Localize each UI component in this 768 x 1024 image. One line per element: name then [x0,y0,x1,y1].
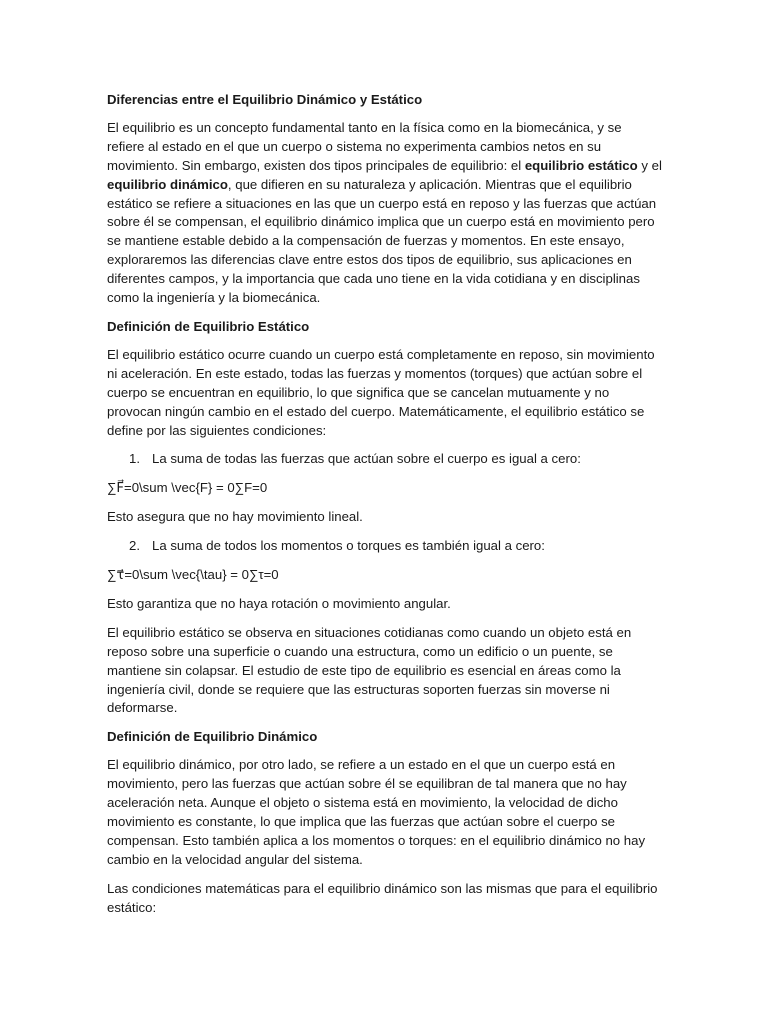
list-number-1: 1. [129,451,140,467]
intro-text-3: , que difieren en su naturaleza y aplicación. Mientras que el equilibrio estático se refiere a situaciones en las que un cuerpo está en reposo y las fuerzas que actúan sobre él se compensan, el equilibrio dinámico implica que un cuerpo está en movimiento pero se mantiene estable debido a la compensación de fuerzas y momentos. En este ensayo, exploraremos las diferencias clave entre estos dos tipos de equilibrio, sus aplicaciones en diferentes campos, y la importancia que cada uno tiene en la vida cotidiana y en disciplinas como la ingeniería y la biomecánica. [107,176,657,306]
static-heading: Definición de Equilibrio Estático [107,318,310,334]
static-paragraph-1: El equilibrio estático ocurre cuando un cuerpo está completamente en reposo, sin movimiento ni aceleración. En este estado, todas las fuerzas y momentos (torques) que actúan sobre el cuerpo se encuentran en equilibrio, lo que significa que se cancelan mutuamente y no provocan ningún cambio en el estado del cuerpo. Matemáticamente, el equilibrio estático se define por las siguientes condiciones: [107,346,655,438]
document-title: Diferencias entre el Equilibrio Dinámico y Estático [107,92,423,107]
intro-bold-static: equilibrio estático [524,157,638,173]
list-text-1: La suma de todas las fuerzas que actúan sobre el cuerpo es igual a cero: [152,451,581,467]
intro-bold-dynamic: equilibrio dinámico [107,176,228,192]
dynamic-paragraph-1: El equilibrio dinámico, por otro lado, se refiere a un estado en el que un cuerpo está en movimiento, pero las fuerzas que actúan sobre él se equilibran de tal manera que no hay aceleración neta. Aunque el objeto o sistema está en movimiento, la velocidad de dicho movimiento es constante, lo que implica que las fuerzas que actúan sobre el cuerpo se compensan. Esto también aplica a los momentos o torques: en el equilibrio dinámico no hay cambio en la velocidad angular del sistema. [107,757,646,867]
list-item-1 [107,450,662,469]
static-paragraph-2: El equilibrio estático se observa en situaciones cotidianas como cuando un objeto está en reposo sobre una superficie o cuando una estructura, como un edificio o un puente, se mantiene sin colapsar. El estudio de este tipo de equilibrio es esencial en áreas como la ingeniería civil, donde se requiere que las estructuras soporten fuerzas sin moverse ni deformarse. [107,624,632,716]
dynamic-heading: Definición de Equilibrio Dinámico [107,729,318,745]
intro-text-1: El equilibrio es un concepto fundamental tanto en la física como en la biomecánica, y se refiere al estado en el que un cuerpo o sistema no experimenta cambios netos en su movimiento. Sin embargo, existen dos tipos principales de equilibrio: el [107,119,622,173]
static-note-2: Esto garantiza que no haya rotación o movimiento angular. [107,595,451,611]
formula-torques: ∑τ⃗=0\sum \vec{\tau} = 0∑τ=0 [107,567,279,583]
list-item-2 [107,537,662,556]
dynamic-paragraph-2: Las condiciones matemáticas para el equilibrio dinámico son las mismas que para el equilibrio estático: [107,880,658,915]
intro-paragraph [107,119,662,308]
static-note-1: Esto asegura que no hay movimiento lineal. [107,509,363,525]
list-number-2: 2. [129,538,140,554]
formula-forces: ∑F⃗=0\sum \vec{F} = 0∑F=0 [107,480,268,496]
intro-text-2: y el [637,157,662,173]
list-text-2: La suma de todos los momentos o torques es también igual a cero: [152,538,545,554]
